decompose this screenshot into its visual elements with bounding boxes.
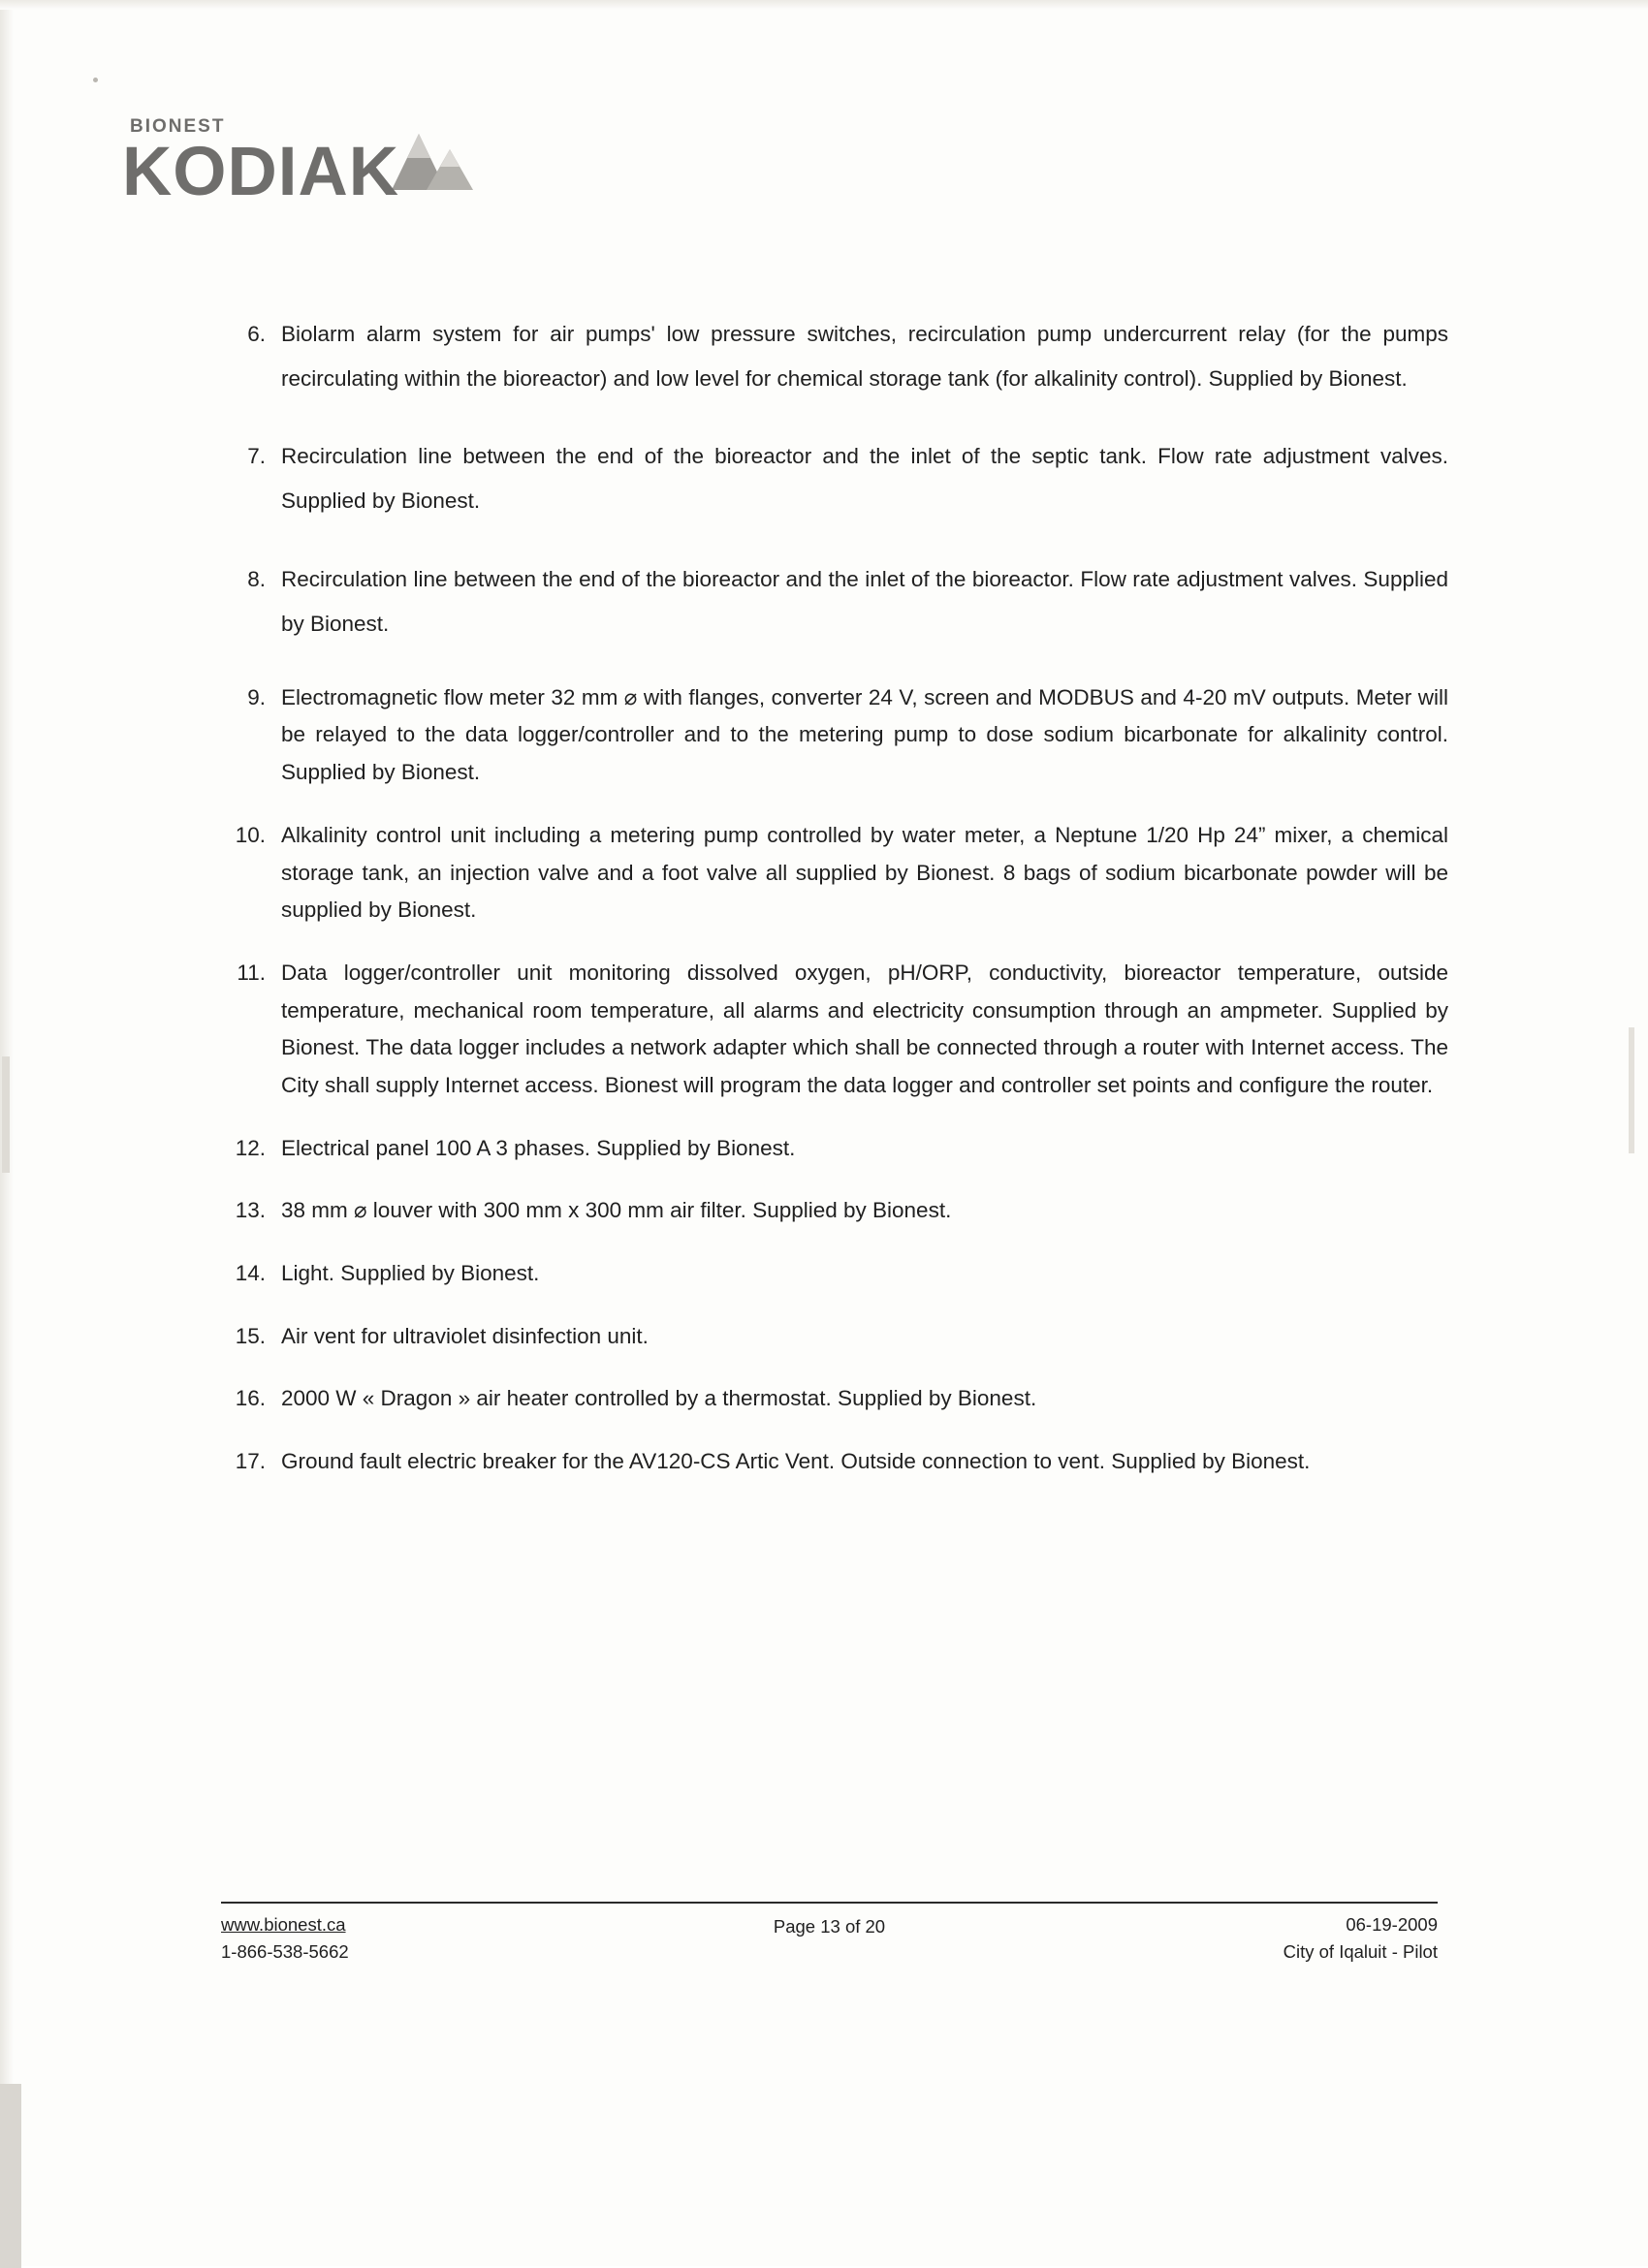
scan-artifact — [93, 78, 98, 82]
scan-edge-top — [0, 0, 1648, 10]
list-item-text: Electromagnetic flow meter 32 mm ⌀ with flanges, converter 24 V, screen and MODBUS and 4-20 mV outputs. Meter will be relayed to the data logger/controller and to the metering pump to dose sodium bicarbonate for alkalinity control. Supplied by Bionest. — [281, 684, 1448, 785]
list-item — [225, 817, 1448, 929]
page-number: Page 13 of 20 — [773, 1916, 886, 1937]
numbered-list — [225, 312, 1448, 1506]
logo-brand-text: BIONEST — [130, 116, 226, 137]
scan-artifact — [1629, 1027, 1634, 1153]
list-item — [225, 557, 1448, 646]
list-item-text: Alkalinity control unit including a metering pump controlled by water meter, a Neptune 1/20 Hp 24” mixer, a chemical storage tank, an injection valve and a foot valve all supplied by Bionest. 8 bags of sodium bicarbonate powder will be supplied by Bionest. — [281, 822, 1448, 923]
list-item-number: 15. — [235, 1323, 266, 1348]
bionest-kodiak-logo — [122, 116, 491, 223]
list-item-text: Biolarm alarm system for air pumps' low pressure switches, recirculation pump undercurrent relay (for the pumps recirculating within the bioreactor) and low level for chemical storage tank (for alkalinity control). Supplied by Bionest. — [281, 322, 1448, 392]
list-item-text: 38 mm ⌀ louver with 300 mm x 300 mm air filter. Supplied by Bionest. — [281, 1198, 952, 1223]
list-item — [225, 1192, 1448, 1230]
document-date: 06-19-2009 — [1346, 1914, 1438, 1935]
list-item-number: 8. — [247, 566, 266, 591]
project-name: City of Iqaluit - Pilot — [1283, 1940, 1438, 1962]
list-item-text: 2000 W « Dragon » air heater controlled by a thermostat. Supplied by Bionest. — [281, 1386, 1037, 1411]
footer-contact — [221, 1911, 622, 1966]
scan-artifact — [2, 1056, 10, 1173]
list-item-number: 12. — [235, 1135, 266, 1160]
scan-artifact — [0, 2084, 21, 2268]
list-item-number: 17. — [235, 1449, 266, 1474]
list-item-number: 14. — [235, 1261, 266, 1285]
list-item-number: 6. — [247, 322, 266, 346]
list-item — [225, 1130, 1448, 1168]
list-item — [225, 1380, 1448, 1418]
list-item — [225, 1255, 1448, 1293]
list-item — [225, 312, 1448, 401]
list-item-text: Electrical panel 100 A 3 phases. Supplied by Bionest. — [281, 1135, 796, 1160]
list-item-text: Recirculation line between the end of the bioreactor and the inlet of the septic tank. Flow rate adjustment valves. Supplied by Bionest. — [281, 444, 1448, 514]
page-footer — [221, 1902, 1438, 1966]
list-item-text: Light. Supplied by Bionest. — [281, 1261, 540, 1285]
list-item-number: 16. — [235, 1386, 266, 1411]
list-item — [225, 434, 1448, 523]
list-item — [225, 955, 1448, 1105]
list-item — [225, 1443, 1448, 1481]
list-item-number: 10. — [235, 822, 266, 847]
list-item — [225, 1318, 1448, 1356]
phone-number: 1-866-538-5662 — [221, 1940, 349, 1962]
list-item — [225, 679, 1448, 792]
website-link[interactable]: www.bionest.ca — [221, 1914, 346, 1935]
list-item-text: Air vent for ultraviolet disinfection unit. — [281, 1323, 649, 1348]
list-item-number: 9. — [247, 684, 266, 709]
list-item-number: 11. — [237, 960, 266, 985]
list-item-text: Ground fault electric breaker for the AV120-CS Artic Vent. Outside connection to vent. Supplied by Bionest. — [281, 1449, 1311, 1474]
footer-divider — [221, 1902, 1438, 1904]
list-item-text: Data logger/controller unit monitoring dissolved oxygen, pH/ORP, conductivity, bioreactor temperature, outside temperature, mechanical room temperature, all alarms and electricity consumption through an ampmeter. Supplied by Bionest. The data logger includes a network adapter which shall be connected through a router with Internet access. The City shall supply Internet access. Bionest will program the data logger and controller set points and configure the router. — [281, 960, 1448, 1097]
list-item-number: 13. — [235, 1198, 266, 1223]
list-item-text: Recirculation line between the end of the bioreactor and the inlet of the bioreactor. Flow rate adjustment valves. Supplied by Bionest. — [281, 566, 1448, 636]
logo-product-text: KODIAK — [122, 134, 400, 210]
footer-meta — [1036, 1911, 1438, 1966]
list-item-number: 7. — [247, 444, 266, 469]
